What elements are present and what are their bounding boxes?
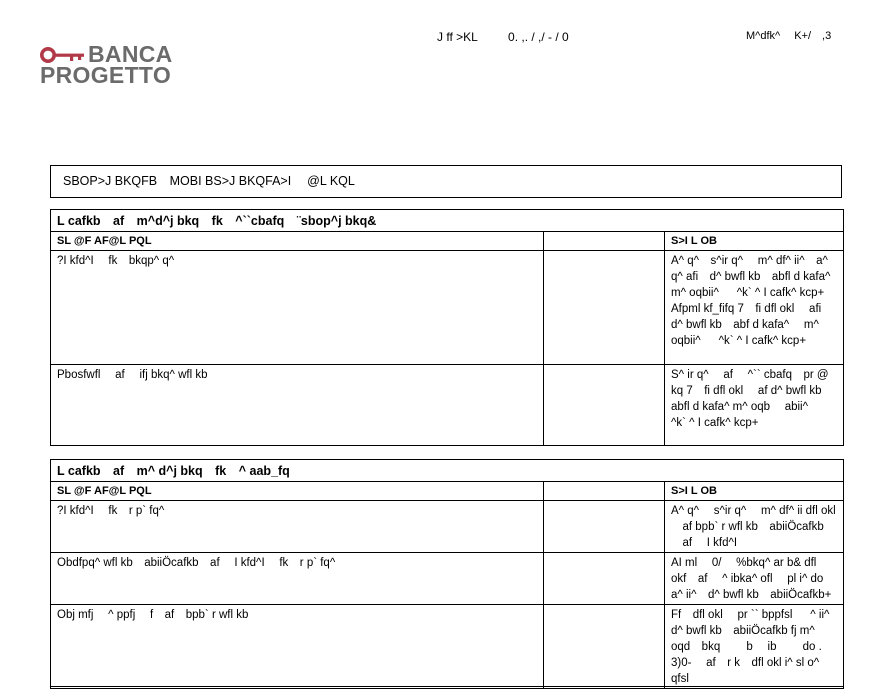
row-label: Pbosfwfl af ifj bkq^ wfl kb [51, 365, 544, 446]
column-header-spacer [544, 232, 665, 251]
table-row [51, 605, 844, 689]
section-table [50, 459, 844, 689]
row-spacer [544, 365, 665, 446]
page-info: M^dfk^ K+/ ,3 [746, 30, 832, 42]
page-bottom-rule [50, 686, 843, 687]
row-label: ?I kfd^I fk r p` fq^ [51, 501, 544, 553]
document-title: SBOP>J BKQFB MOBI BS>J BKQFA>I @L KQL [50, 165, 842, 198]
row-spacer [544, 553, 665, 605]
row-value: Ff dfl okl pr `` bppfsl ^ ii^ d^ bwfl kb abiiÖcafkb fj m^ oqd bkq b ib do . 3)0- af r k dfl okl i^ sl o^ qfsl [665, 605, 844, 689]
row-label: Obdfpq^ wfl kb abiiÖcafkb af I kfd^I fk r p` fq^ [51, 553, 544, 605]
logo-text-banca: BANCA [88, 41, 173, 67]
column-header-item: SL @F AF@L PQL [51, 482, 544, 501]
row-value: A^ q^ s^ir q^ m^ df^ ii dfl okl af bpb` r wfl kb abiiÖcafkb af I kfd^I [665, 501, 844, 553]
logo-text-progetto: PROGETTO [40, 62, 172, 88]
document-code: J ff >KL 0. ,. / ,/ - / 0 [437, 30, 569, 44]
table-row [51, 365, 844, 446]
column-header-spacer [544, 482, 665, 501]
row-spacer [544, 251, 665, 365]
column-header-item: SL @F AF@L PQL [51, 232, 544, 251]
row-label: Obj mfj ^ ppfj f af bpb` r wfl kb [51, 605, 544, 689]
table-row [51, 501, 844, 553]
section-title: L cafkb af m^ d^j bkq fk ^ aab_fq [51, 460, 844, 482]
column-header-value: S>I L OB [665, 232, 844, 251]
row-label: ?I kfd^I fk bkqp^ q^ [51, 251, 544, 365]
row-spacer [544, 605, 665, 689]
column-header-value: S>I L OB [665, 482, 844, 501]
section-table [50, 209, 844, 446]
row-value: A^ q^ s^ir q^ m^ df^ ii^ a^ q^ afi d^ bwfl kb abfl d kafa^ m^ oqbii^ ^k` ^ I cafk^ kcp+ Afpml kf_fifq 7 fi dfl okl afi d^ bwfl kb abf d kafa^ m^ oqbii^ ^k` ^ I cafk^ kcp+ [665, 251, 844, 365]
bank-logo [40, 41, 190, 90]
table-row [51, 251, 844, 365]
table-row [51, 553, 844, 605]
row-spacer [544, 501, 665, 553]
row-value: S^ ir q^ af ^`` cbafq pr @ kq 7 fi dfl okl af d^ bwfl kb abfl d kafa^ m^ oqb abii^ ^k` ^ I cafk^ kcp+ [665, 365, 844, 446]
section-title: L cafkb af m^d^j bkq fk ^``cbafq ¨sbop^j bkq& [51, 210, 844, 232]
row-value: AI ml 0/ %bkq^ ar b& dfl okf af ^ ibka^ ofl pl i^ do a^ ii^ d^ bwfl kb abiiÖcafkb+ [665, 553, 844, 605]
